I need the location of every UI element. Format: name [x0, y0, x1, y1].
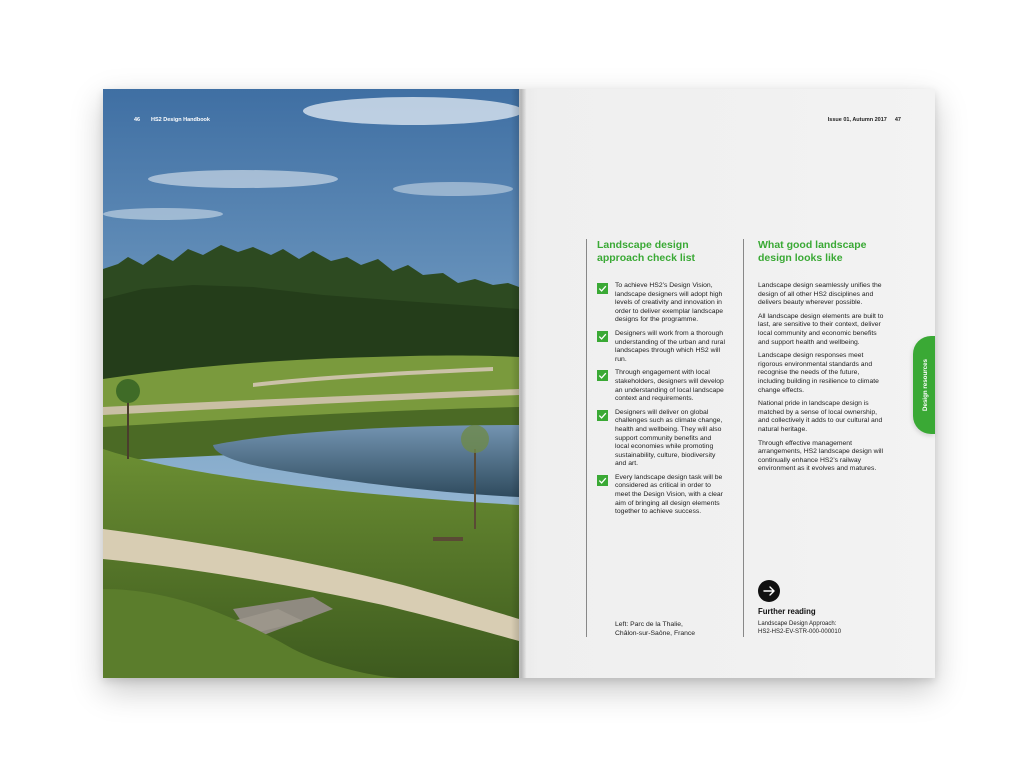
further-reading-line: Landscape Design Approach:	[758, 621, 837, 627]
right-page	[519, 89, 935, 678]
checklist-item	[597, 369, 725, 403]
checklist-item-text: Every landscape design task will be considered as critical in order to meet the Design Vision, with a clear aim of bringing all design elements together to achieve success.	[615, 473, 723, 516]
good-design-paragraph: National pride in landscape design is matched by a sense of local ownership, and collectively it adds to our cultural and natural heritage.	[758, 400, 883, 433]
checklist-item	[597, 330, 725, 364]
good-design-paragraph: Landscape design responses meet rigorous environmental standards and recognise the needs of the future, including building in resilience to climate change effects.	[758, 352, 879, 394]
checklist-item-text: Designers will deliver on global challenges such as climate change, health and wellbeing. They will also support community benefits and local economies while promoting sustainability, culture, biodiversity and art.	[615, 408, 723, 468]
further-reading-title: Further reading	[758, 607, 816, 616]
checklist	[597, 282, 725, 517]
checkmark-icon	[597, 475, 608, 486]
checklist-item	[597, 282, 725, 325]
checkmark-icon	[597, 283, 608, 294]
good-design-paragraph: Landscape design seamlessly unifies the design of all other HS2 disciplines and delivers beauty wherever possible.	[758, 282, 882, 307]
checkmark-icon	[597, 331, 608, 342]
caption-line: Left: Parc de la Thalie,	[615, 621, 683, 628]
landscape-park-photo	[103, 89, 519, 678]
checklist-item	[597, 474, 725, 517]
good-design-column	[743, 239, 886, 637]
checklist-heading: Landscape design approach check list	[597, 239, 696, 264]
running-title: HS2 Design Handbook	[151, 117, 210, 123]
good-design-heading: What good landscape design looks like	[758, 239, 867, 264]
checkmark-icon	[597, 370, 608, 381]
good-design-paragraph: All landscape design elements are built to last, are sensitive to their context, deliver local community and economic benefits and support health and wellbeing.	[758, 312, 884, 346]
checklist-item	[597, 409, 725, 469]
magazine-spread	[103, 89, 935, 678]
good-design-paragraph: Through effective management arrangements, HS2 landscape design will continually enhance HS2’s railway environment as it evolves and matures.	[758, 439, 884, 473]
checklist-item-text: Designers will work from a thorough understanding of the urban and rural landscapes through which HS2 will run.	[615, 329, 725, 363]
section-tab[interactable]	[913, 336, 935, 434]
page-number-left: 46	[134, 117, 141, 123]
further-reading-reference[interactable]: HS2-HS2-EV-STR-000-000010	[758, 629, 842, 635]
photo-caption	[615, 620, 695, 638]
section-tab-label: Design resources	[922, 359, 929, 411]
checkmark-icon	[597, 410, 608, 421]
issue-label: Issue 01, Autumn 2017	[827, 117, 887, 123]
caption-line: Châlon-sur-Saône, France	[615, 630, 696, 637]
checklist-column	[586, 239, 725, 637]
further-reading	[758, 607, 898, 636]
left-page	[103, 89, 519, 678]
issue-folio	[820, 117, 901, 123]
arrow-right-icon[interactable]	[758, 580, 780, 602]
page-number-right: 47	[894, 117, 901, 123]
checklist-item-text: To achieve HS2’s Design Vision, landscape designers will adopt high levels of creativity and innovation in order to deliver exemplar landscape designs for the programme.	[615, 282, 724, 324]
checklist-item-text: Through engagement with local stakeholders, designers will develop an understanding of local landscape context and requirements.	[615, 369, 724, 403]
